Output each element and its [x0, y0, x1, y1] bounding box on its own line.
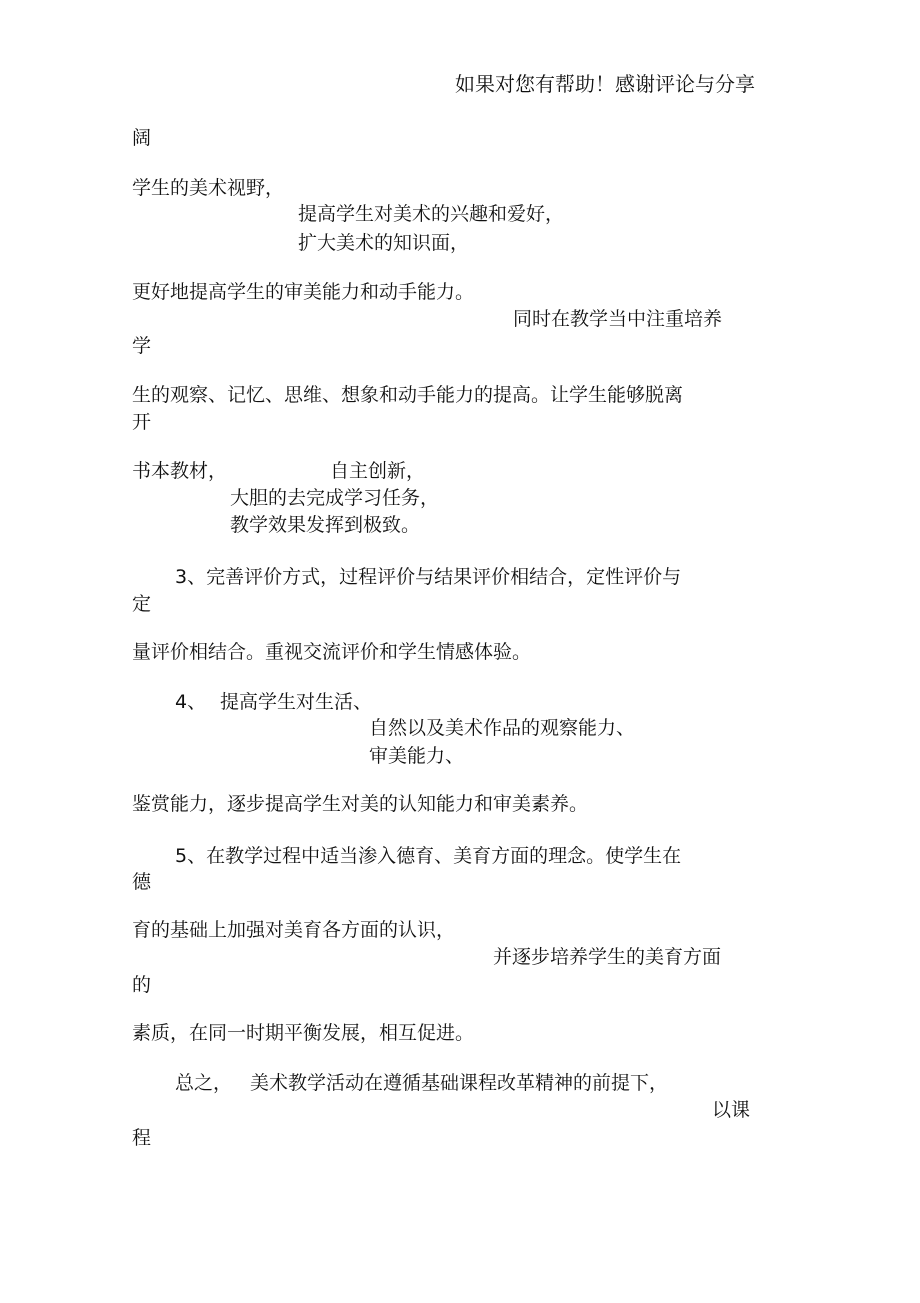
text-line: 大胆的去完成学习任务， — [230, 487, 440, 509]
text-line: 素质，在同一时期平衡发展，相互促进。 — [132, 1022, 475, 1044]
text-line: 程 — [132, 1127, 152, 1149]
text-line: 育的基础上加强对美育各方面的认识， — [132, 919, 456, 941]
text-line: 自然以及美术作品的观察能力、 — [369, 717, 636, 739]
header-note: 如果对您有帮助！感谢评论与分享 — [455, 72, 755, 96]
text-line: 定 — [132, 593, 152, 615]
text-line: 审美能力、 — [369, 745, 465, 767]
text-line: 提高学生对生活、 — [220, 691, 373, 713]
text-line: 总之， — [175, 1072, 233, 1094]
text-line: 5、在教学过程中适当渗入德育、美育方面的理念。使学生在 — [175, 845, 682, 867]
text-line: 鉴赏能力，逐步提高学生对美的认知能力和审美素养。 — [132, 793, 589, 815]
text-line: 更好地提高学生的审美能力和动手能力。 — [132, 281, 475, 303]
text-line: 的 — [132, 974, 152, 996]
text-line: 生的观察、记忆、思维、想象和动手能力的提高。让学生能够脱离 — [132, 384, 684, 406]
text-line: 书本教材， — [132, 460, 228, 482]
text-line: 并逐步培养学生的美育方面 — [493, 946, 722, 968]
text-line: 提高学生对美术的兴趣和爱好， — [298, 203, 565, 225]
text-line: 4、 — [175, 691, 207, 713]
text-line: 德 — [132, 871, 152, 893]
text-line: 阔 — [132, 127, 152, 149]
text-line: 3、完善评价方式，过程评价与结果评价相结合，定性评价与 — [175, 566, 682, 588]
text-line: 扩大美术的知识面， — [298, 232, 470, 254]
text-line: 美术教学活动在遵循基础课程改革精神的前提下， — [250, 1072, 669, 1094]
text-line: 量评价相结合。重视交流评价和学生情感体验。 — [132, 641, 532, 663]
text-line: 学 — [132, 335, 152, 357]
text-line: 以课 — [712, 1099, 751, 1121]
text-line: 开 — [132, 411, 152, 433]
text-line: 教学效果发挥到极致。 — [230, 514, 421, 536]
text-line: 同时在教学当中注重培养 — [513, 308, 723, 330]
text-line: 学生的美术视野， — [132, 177, 285, 199]
text-line: 自主创新， — [330, 460, 426, 482]
